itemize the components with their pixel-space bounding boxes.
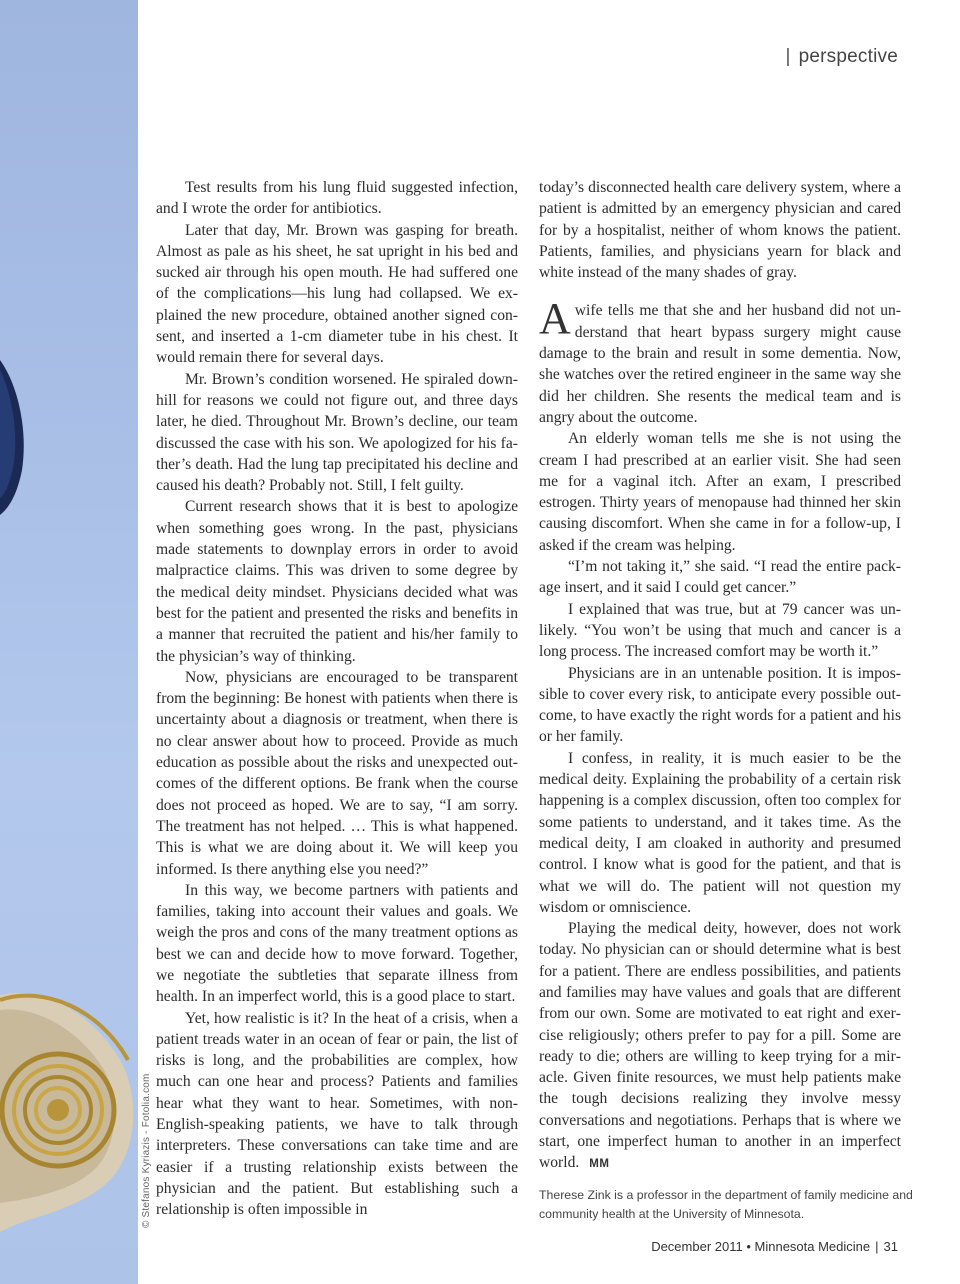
author-bio: Therese Zink is a professor in the department of family medicine and community health at the University of Minnesota. <box>539 1188 913 1221</box>
body-paragraph: Later that day, Mr. Brown was gasping for breath. Almost as pale as his sheet, he sat upright in his bed and sucked air through his open mouth. He had suffered one of the complications—his lung had collapsed. We explained the new procedure, obtained another signed consent, and inserted a 1-cm diameter tube in his chest. It would remain there for several days. <box>156 221 518 367</box>
continuation-paragraph: today’s disconnected health care delivery system, where a patient is admitted by an emergency physician and cared for by a hospitalist, neither of whom knows the patient. Patients, families, and physicians yearn for black and white instead of the many shades of gray. <box>539 179 901 282</box>
section-title: perspective <box>798 46 898 67</box>
photo-credit: © Stefanos Kyriazis - Fotolia.com <box>141 1073 152 1228</box>
section-divider: | <box>785 46 791 67</box>
dropcap-paragraph-text: wife tells me that she and her husband did not understand that heart bypass surgery might cause damage to the brain and result in some dementia. Now, she watches over the retired engineer in the same way she did her children. She resents the medical team and is angry about the outcome. <box>539 302 901 426</box>
body-paragraph: I confess, in reality, it is much easier to be the medical deity. Explaining the probability of a certain risk happening is a complex discussion, often too complex for some patients to understand, and it takes time. As the medical deity, I am cloaked in authority and presumed control. I know what is good for the patient, and that is what we will do. The patient will not question my wisdom or omniscience. <box>539 749 901 916</box>
body-paragraph: I explained that was true, but at 79 cancer was unlikely. “You won’t be using that much and cancer is a long process. The increased comfort may be worth it.” <box>539 600 901 661</box>
section-label <box>785 46 898 68</box>
body-paragraph: Current research shows that it is best to apologize when something goes wrong. In the past, physicians made statements to downplay errors in order to avoid malpractice claims. This was driven to some degree by the medical deity mindset. Physicians decided what was best for the patient and presented the risks and benefits in a manner that recruited the patient and his/her family to the physician’s way of thinking. <box>156 498 518 665</box>
side-photo <box>0 0 138 1284</box>
ornament-image <box>0 0 138 1284</box>
section-break <box>539 283 901 300</box>
footer-date: December 2011 <box>651 1239 743 1254</box>
body-paragraph: Now, physicians are encouraged to be transparent from the beginning: Be honest with patients when there is uncertainty about a diagnosis or treatment, when there is no clear answer about how to proceed. Provide as much education as possible about the risks and unexpected outcomes of the different options. Be frank when the course does not proceed as hoped. We are to say, “I am sorry. The treatment has not helped. … This is what happened. This is what we are doing about it. We will keep you informed. Is there anything else you need?” <box>156 668 518 878</box>
body-paragraph: Physicians are in an untenable position. It is impossible to cover every risk, to anticipate every possible outcome, to have exactly the right words for a patient and his or her family. <box>539 664 902 746</box>
footer-divider: | <box>875 1239 879 1254</box>
body-paragraph: Test results from his lung fluid suggested infection, and I wrote the order for antibiotics. <box>156 179 518 218</box>
body-paragraph: In this way, we become partners with patients and families, taking into account their values and goals. We weigh the pros and cons of the many treatment options as best we can and decide how to move forward. Together, we negotiate the subtleties that separate illness from health. In an imperfect world, this is a good place to start. <box>156 881 518 1006</box>
page-number: 31 <box>883 1239 898 1254</box>
right-column <box>539 177 901 1176</box>
body-paragraph: “I’m not taking it,” she said. “I read the entire package insert, and it said I could get cancer.” <box>539 558 901 597</box>
body-paragraph: An elderly woman tells me she is not using the cream I had prescribed at an earlier visit. She had seen me for a vaginal itch. After an exam, I prescribed estrogen. Thirty years of menopause had thinned her skin causing discomfort. When she came in for a follow-up, I asked if the cream was helping. <box>539 430 901 554</box>
drop-cap: A <box>539 294 571 344</box>
footer-publication: Minnesota Medicine <box>754 1239 871 1254</box>
page-footer: December 2011 • Minnesota Medicine | 31 <box>651 1239 898 1254</box>
body-paragraph: Yet, how realistic is it? In the heat of a crisis, when a patient treads water in an ocean of fear or pain, the list of risks is long, and the probabilities are complex, how much can one hear and process? Patients and families hear what they want to hear. Sometimes, with non-English-speaking patients, we have to talk through interpreters. These conversations can take time and are easier if a trusting relationship exists between the physician and the patient. But establishing such a relationship is often impossible in <box>156 1009 518 1219</box>
end-signature: MM <box>589 1158 610 1171</box>
dropcap-paragraph <box>539 294 901 428</box>
final-paragraph <box>539 918 901 1176</box>
final-paragraph-text: Playing the medical deity, however, does not work today. No physician can or should determine what is best for a patient. There are endless possibilities, and patients and families may have values and goals that are different from our own. Some are motivated to eat right and exercise religiously; others prefer to pay for a pill. Some are ready to die; others are willing to keep trying for a miracle. Given finite resources, we must help patients make the tough decisions realizing they involve messy conversations and negotiations. Perhaps that is where we start, one imperfect human to another in an imperfect world. <box>539 920 901 1172</box>
left-column <box>156 177 518 1221</box>
body-paragraph: Mr. Brown’s condition worsened. He spiraled downhill for reasons we could not figure out, and three days later, he died. Throughout Mr. Brown’s decline, our team discussed the case with his son. We apologized for his father’s death. Had the lung tap precipitated his decline and caused his death? Probably not. Still, I felt guilty. <box>156 370 518 495</box>
